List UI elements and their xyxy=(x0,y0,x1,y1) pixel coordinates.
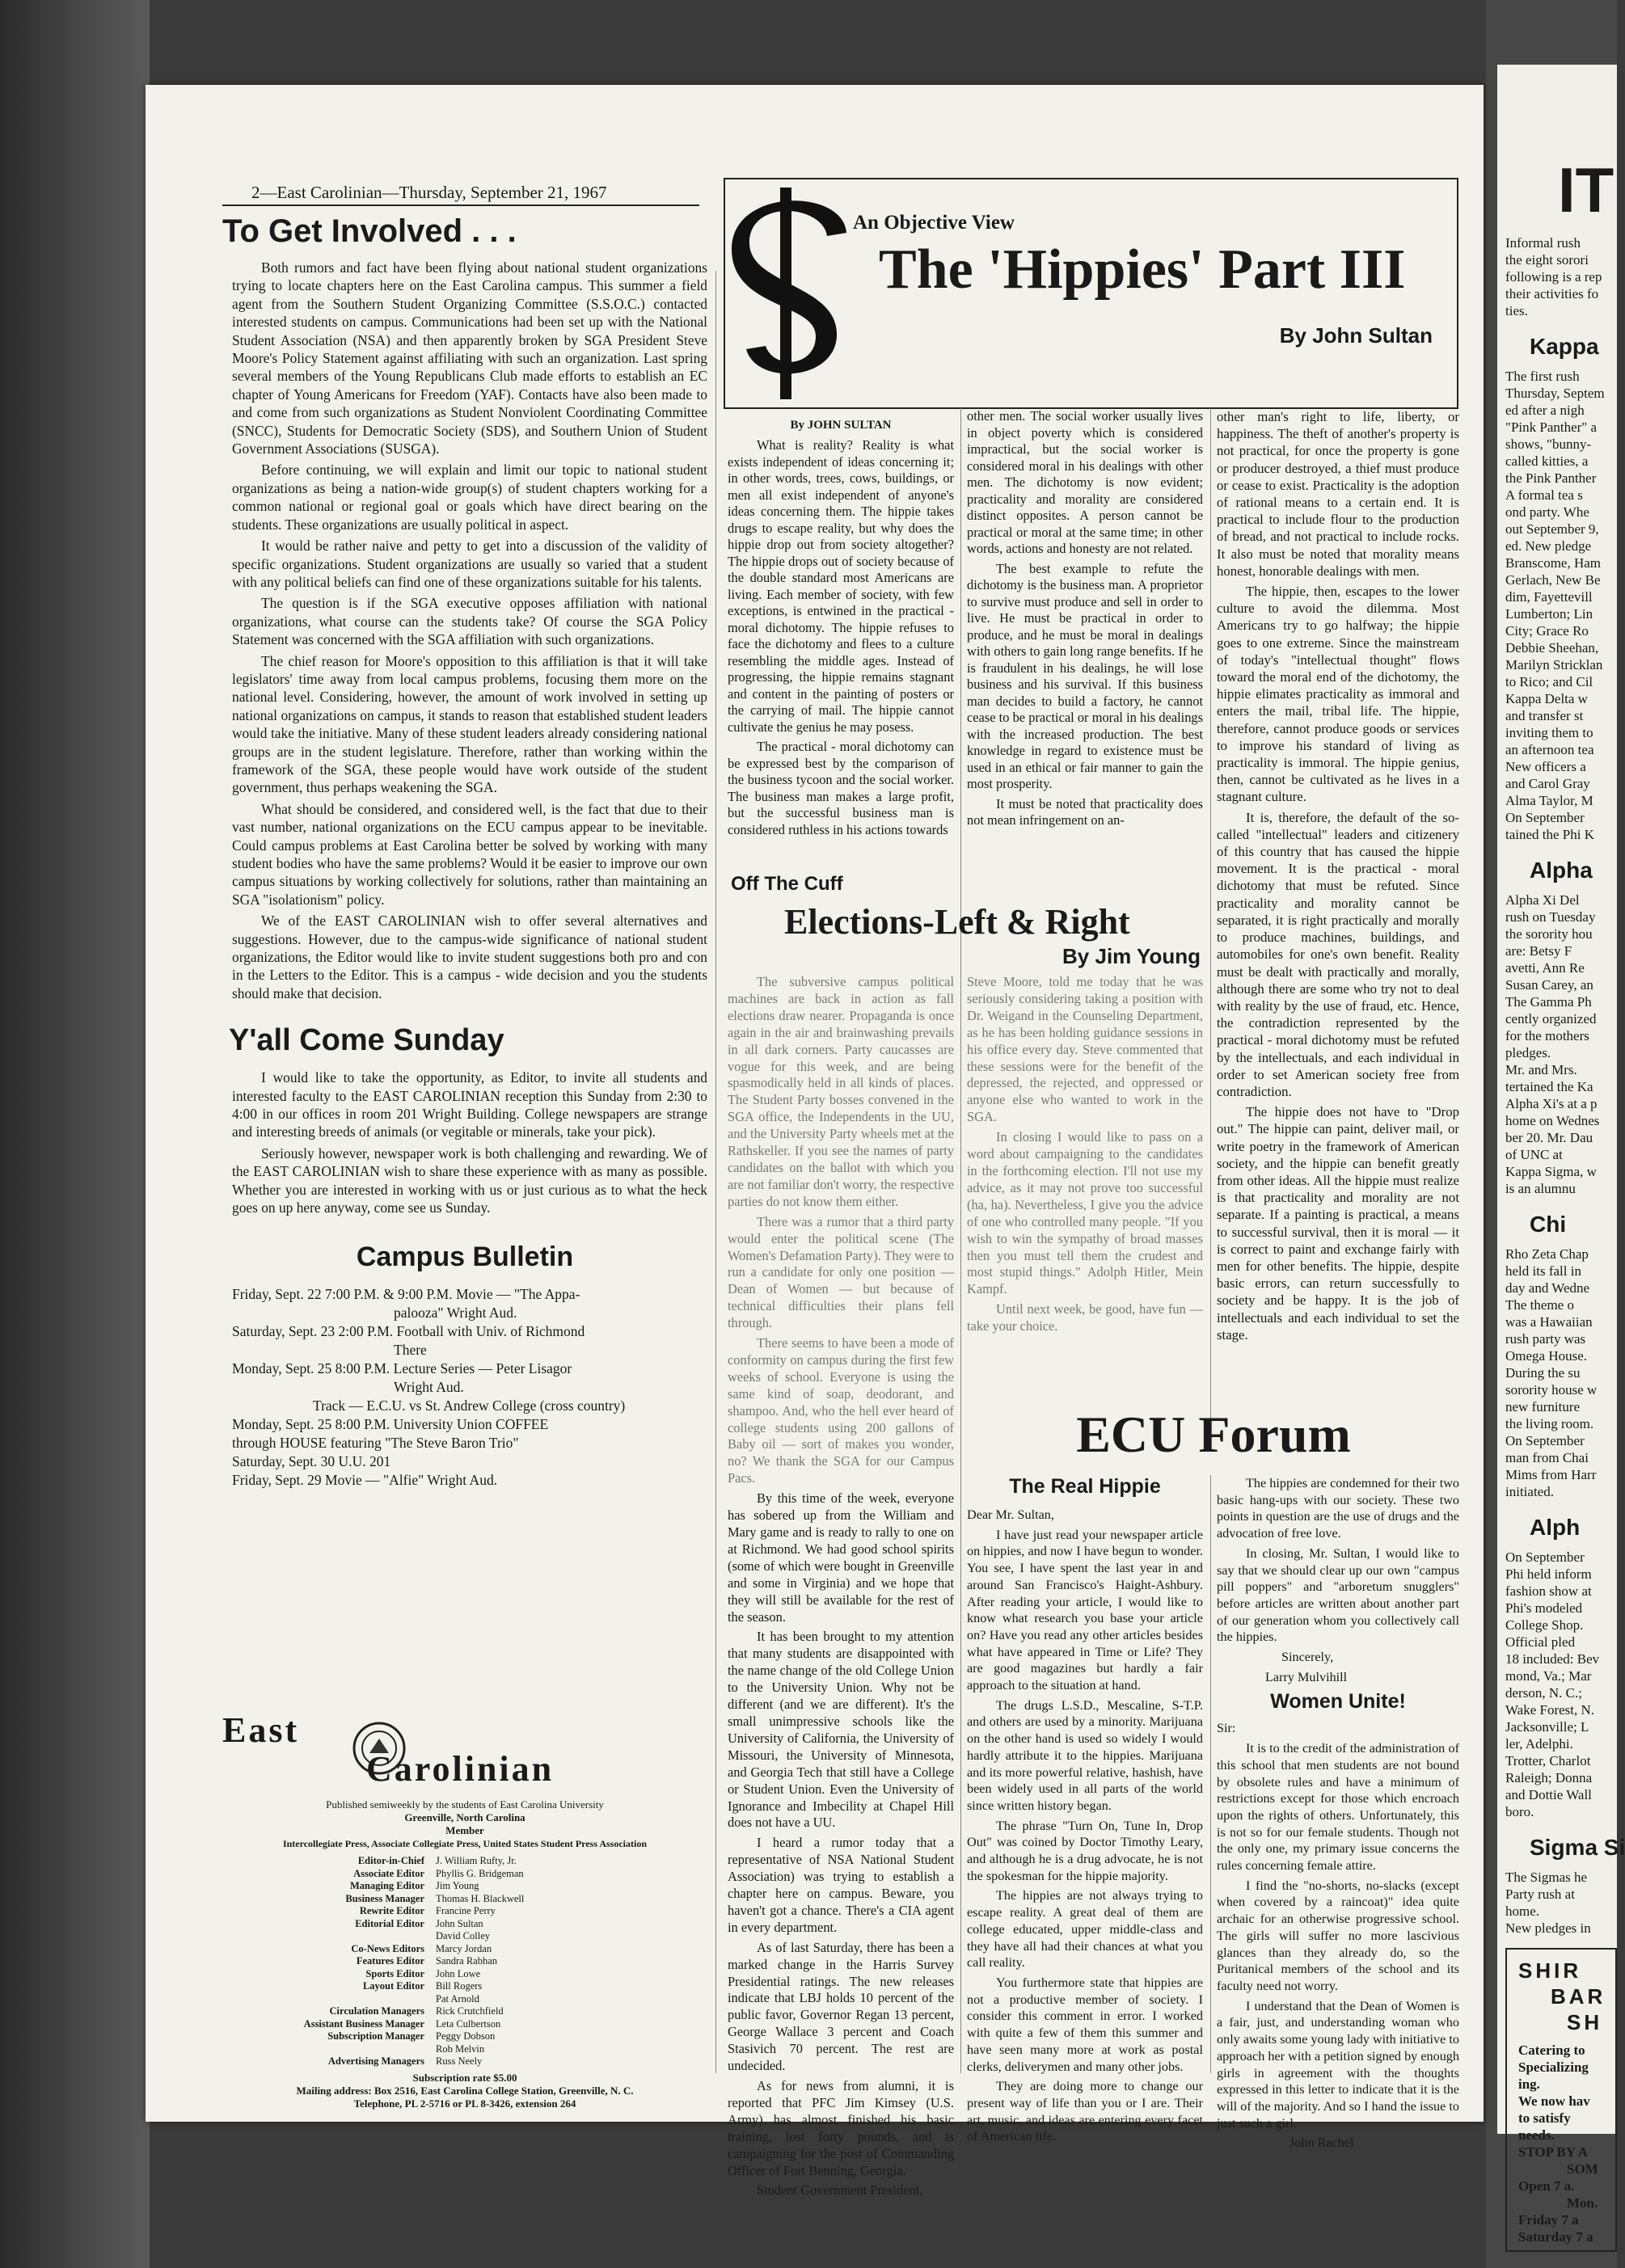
letter2-signature: John Rachel xyxy=(1289,2135,1354,2151)
staff-row: Associate Editor Phyllis G. Bridgeman xyxy=(353,1867,524,1879)
address-line: Mailing address: Box 2516, East Carolina College Station, Greenville, N. C. xyxy=(296,2084,634,2097)
staff-row: Co-News Editors Marcy Jordan xyxy=(351,1942,492,1954)
staff-row: Subscription Manager Peggy Dobson xyxy=(327,2030,496,2042)
elections-paragraph: Until next week, be good, have fun — take your choice. xyxy=(967,1301,1203,1334)
elections-column-2 xyxy=(967,974,1203,1346)
member-line: Intercollegiate Press, Associate Collegiate Press, United States Student Press Association xyxy=(282,1838,648,1849)
hippies-column-1 xyxy=(728,416,954,869)
editorial-paragraph: What should be considered, and considered well, is the fact that due to their vast number, national organizations on the ECU campus appear to be inevitable. Could campus problems at East Carolina better be solved by working with many student bodies who have the same problems? Would it be easier to improve our own campus situations by working collectively for solutions, rather than maintaining an SGA "isolationism" policy. xyxy=(232,800,707,908)
shirt-bar-ad: SHIR BAR SH Catering to Specializing ing. We now hav to satisfy needs. STOP BY A SOM Open 7 a. Mon. Friday 7 a Saturday 7 a xyxy=(1505,1948,1617,2252)
editorial-paragraph: It would be rather naive and petty to get into a discussion of the validity of specific organizations. Student organizations are usually so varied that a student with any political beliefs can find one of these organizations suitable for his talents. xyxy=(232,537,707,590)
elections-paragraph: As of last Saturday, there has been a marked change in the Harris Survey Presidential ratings. The new releases indicate that LBJ holds 10 percent of the public favor, Governor Regan 13 percent, George Wallace 3 percent and Coach Stasivich 70 percent. The rest are undecided. xyxy=(728,1939,954,2074)
next-page-edge xyxy=(1497,65,1625,2245)
bulletin-line: palooza" Wright Aud. xyxy=(394,1304,517,1321)
bulletin-line: Monday, Sept. 25 8:00 P.M. University Union COFFEE xyxy=(232,1415,549,1432)
staff-list xyxy=(222,1855,707,2068)
column-rule xyxy=(1210,408,1211,1419)
hippies-column-3 xyxy=(1217,408,1459,1419)
elections-kicker: Off The Cuff xyxy=(731,873,843,895)
letter2-salutation: Sir: xyxy=(1217,1721,1236,1736)
bulletin-list xyxy=(222,1285,707,1490)
hippies-paragraph: It must be noted that practicality does not mean infringement on an- xyxy=(967,795,1203,828)
elections-header xyxy=(728,873,1209,978)
column-rule xyxy=(960,408,961,2073)
elections-headline: Elections-Left & Right xyxy=(784,902,1130,942)
staff-row: Business Manager Thomas H. Blackwell xyxy=(345,1892,525,1904)
telephone-line: Telephone, PL 2-5716 or PL 8-3426, extension 264 xyxy=(353,2097,576,2110)
forum-header xyxy=(967,1402,1460,1475)
hippies-paragraph: The hippie, then, escapes to the lower culture to avoid the dilemma. Most Americans try to go halfway; the hippie goes to one extreme. Since the mainstream of today's "intellectual thought" flows toward the moral end of the dichotomy, the hippie elimates practicality as immoral and enters the mail, tribal life. The hippie, therefore, cannot produce goods or services to improve his standard of living as practicality is immoral. The hippie genius, then, cannot be cultivated as he lives in a stagnant culture. xyxy=(1217,584,1459,805)
letter2-paragraph: I find the "no-shorts, no-slacks (except when covered by a raincoat)" idea quite archaic for an otherwise progressive school. The girls will suffer no more lascivious glances than they already do, so the Puritanical members of the school and its faculty need not worry. xyxy=(1217,1878,1459,1993)
sunday-headline: Y'all Come Sunday xyxy=(229,1023,504,1058)
masthead-nameplate xyxy=(222,1709,707,1798)
folio: 2—East Carolinian—Thursday, September 21, 1967 xyxy=(251,183,607,202)
staff-row: Rewrite Editor Francine Perry xyxy=(359,1905,496,1916)
bulletin-line: Friday, Sept. 29 Movie — "Alfie" Wright Aud. xyxy=(232,1471,498,1488)
hippies-paragraph: The practical - moral dichotomy can be expressed best by the comparison of the business tycoon and the social worker. The business man makes a large profit, but the successful business man is considered ruthless in his actions towards xyxy=(728,739,954,837)
staff-row: Editorial Editor John Sultan xyxy=(355,1917,483,1929)
bulletin-line: Track — E.C.U. vs St. Andrew College (cross country) xyxy=(313,1397,626,1414)
member-label: Member xyxy=(445,1824,484,1836)
elections-paragraph: There seems to have been a mode of conformity on campus during the first few weeks of school. Everyone is using the same kind of soap, deodorant, and shampoo. And, who the hell ever heard of college students using 200 gallons of Baby oil — sort of makes you wonder, no? We thank the SGA for our Campus Pacs. xyxy=(728,1335,954,1486)
next-page-headline: IT xyxy=(1558,154,1614,226)
next-page-subhead: Alpha xyxy=(1530,858,1593,883)
letter1-salutation: Dear Mr. Sultan, xyxy=(967,1507,1054,1522)
letter1-paragraph: The hippies are not always trying to escape reality. A great deal of them are college educated, upper middle-class and they have all had their chances at what you call reality. xyxy=(967,1888,1203,1971)
masthead xyxy=(222,1709,707,2110)
hippies-kicker: An Objective View xyxy=(853,212,1015,234)
published-line: Published semiweekly by the students of East Carolina University xyxy=(326,1798,604,1811)
editorial-headline: To Get Involved . . . xyxy=(222,213,517,249)
elections-paragraph: The subversive campus political machines are back in action as fall elections draw nearer. Propaganda is once again in the air and brainwashing prevails in all dark corners. Party caucasses are vogue for this week, and are being spasmodically held in all kinds of places. The Student Party bosses convened in the SGA office, the Independents in the UU, and the University Party wheels met at the Rathskeller. If you see the names of party candidates on the ballot with which you are not familiar don't worry, the respective parties do not know them either. xyxy=(728,974,954,1209)
elections-paragraph: Steve Moore, told me today that he was seriously considering taking a position with Dr. Weigand in the Counseling Department, as he has been holding guidance sessions in his office every day. Steve commented that these sessions were for the benefit of the depressed, the rejected, and oppressed or anyone else who wanted to work in the SGA. xyxy=(967,974,1203,1125)
next-page-subhead: Alph xyxy=(1530,1515,1581,1540)
folio-rule xyxy=(222,204,699,206)
letter1-closing: Sincerely, xyxy=(1281,1650,1334,1665)
staff-row: Assistant Business Manager Leta Culbertson xyxy=(303,2017,501,2030)
staff-row: Layout Editor Bill Rogers xyxy=(362,1980,483,1992)
forum-column-1 xyxy=(967,1475,1203,2144)
forum-column-2 xyxy=(1217,1475,1459,2151)
letter1-headline: The Real Hippie xyxy=(1009,1475,1161,1498)
column-rule xyxy=(1210,1475,1211,2073)
hippies-paragraph: It is, therefore, the default of the so-called "intellectual" leaders and citizenery of this country that has caused the hippie movement. It is the practical - moral dichotomy that must be refuted. Since practicality and morality cannot be separated, it is right practically and morally to produce machines, buildings, and automobiles for one's own benefit. Reality must be dealt with practically and morally, although there are some who try not to deal with reality by the use of fraud, etc. Hence, the contradiction represented by the practical - moral dichotomy must be refuted by the intellectuals, and each individual in order to set American society free from contradiction. xyxy=(1217,809,1459,1099)
elections-paragraph: As for news from alumni, it is reported that PFC Jim Kimsey (U.S. Army) has almost finished his basic training, lost forty pounds, and is campaigning for the post of Commanding Officer of Fort Benning, Georgia. xyxy=(728,2078,954,2178)
hippies-inline-byline: By JOHN SULTAN xyxy=(790,419,892,432)
bulletin-line: Friday, Sept. 22 7:00 P.M. & 9:00 P.M. Movie — "The Appa- xyxy=(232,1285,580,1302)
hippies-headline: The 'Hippies' Part III xyxy=(879,238,1406,301)
letter2-paragraph: I understand that the Dean of Women is a fair, just, and understanding woman who only awaits some young lady with initiative to approach her with a petition signed by enough girls in agreement with the thoughts expressed in this letter to indicate that it is the will of the majority. And so I hand the issue to just such a girl. xyxy=(1217,1998,1459,2131)
letter1-paragraph: They are doing more to change our present way of life than you or I are. Their art, music, and ideas are entering every facet of American life. xyxy=(967,2079,1203,2144)
column-rule xyxy=(715,271,716,2073)
staff-row: Circulation Managers Rick Crutchfield xyxy=(329,2005,504,2017)
subscription-line: Subscription rate $5.00 xyxy=(412,2071,517,2084)
hippies-paragraph: other man's right to life, liberty, or happiness. The theft of another's property is not practical, for once the property is gone or producer destroyed, a thief must produce or cease to exist. Practicality is the adoption of rational means to a certain end. It is practical to include flour to the production of bread, and not practical to include rocks. It also must be noted that morality means honest, honorable dealings with men. xyxy=(1217,409,1459,579)
elections-column-1 xyxy=(728,974,954,2198)
hippies-paragraph: What is reality? Reality is what exists independent of ideas concerning it; in other words, trees, cows, buildings, or men all exist independent of anyone's ideas concerning them. The hippie takes drugs to escape reality, but why does the hippie drop out from society altogether? The hippie drops out of society because of the double standard most Americans are living. Each member of society, with few exceptions, is entwined in the practical - moral dichotomy. The hippie refuses to face the dichotomy and flees to a culture resembling the middle ages. Instead of progressing, the hippie remains stagnant and content in the painting of posters or the carrying of mail. The hippie cannot cultivate the genius he may posess. xyxy=(728,437,954,735)
letter1-paragraph: You furthermore state that hippies are not a productive member of society. I consider this comment in error. I worked with quite a few of them this summer and have seen many more at work as postal clerks, deliverymen and many other jobs. xyxy=(967,1975,1203,2074)
bulletin-line: There xyxy=(394,1341,427,1358)
letter1-signature: Larry Mulvihill xyxy=(1265,1669,1348,1684)
elections-paragraph: It has been brought to my attention that many students are disappointed with the name change of the old College Union to the University Union. Why not be different (and we are different). It's the small unimpressive schools like the University of California, the University of Missouri, the University of Minnesota, and Georgia Tech that still have a College or Student Union. Even the University of Ignorance and Imbecility at Chapel Hill does not have a UU. xyxy=(728,1629,954,1831)
place-line: Greenville, North Carolina xyxy=(404,1811,525,1823)
bulletin-headline: Campus Bulletin xyxy=(356,1241,574,1272)
letter1-paragraph: In closing, Mr. Sultan, I would like to say that we should clear up our own "campus pill poppers" and "arboretum snugglers" before articles are written about another part of our generation whom you collectively call the hippies. xyxy=(1217,1545,1459,1645)
staff-row: Pat Arnold xyxy=(436,1992,479,2005)
next-page-body: Informal rush the eight sorori following is a rep their activities fo ties. Kappa The first rush Thursday, Septem ed after a nigh "Pink Panther" a shows, "bunny- called kitties, a the Pink Panther A formal tea s ond party. Whe out September 9, ed. New pledge Branscome, Ham Gerlach, New Be dim, Fayettevill Lumberton; Lin City; Grace Ro Debbie Sheehan, Marilyn Stricklan to Rico; and Cil Kappa Delta w and transfer st inviting them to an afternoon tea New officers a and Carol Gray Alma Taylor, M On September tained the Phi K Alpha Alpha Xi Del rush on Tuesday the sorority hou are: Betsy F avetti, Ann Re Susan Carey, an The Gamma Ph cently organized for the mothers pledges. Mr. and Mrs. tertained the Ka Alpha Xi's at a p home on Wednes ber 20. Mr. Dau of UNC at Kappa Sigma, w is an alumnu Chi Rho Zeta Chap held its fall in day and Wedne The theme o was a Hawaiian rush party was Omega House. During the su sorority house w new furniture the living room. On September man from Chai Mims from Harr initiated. Alph On September Phi held inform fashion show at Phi's modeled College Shop. Official pled 18 included: Bev mond, Va.; Mar derson, N. C.; Wake Forest, N. Jacksonville; L ler, Adelphi. Trotter, Charlot Raleigh; Donna and Dottie Wall boro. Sigma Si The Sigmas he Party rush at home. New pledges in SHIR BAR SH Catering to Specializing ing. We now hav to satisfy needs. STOP BY A SOM Open 7 a. Mon. Friday 7 a Saturday 7 a xyxy=(1497,234,1617,2252)
hippies-byline: By John Sultan xyxy=(1279,323,1433,348)
bulletin-line: through HOUSE featuring "The Steve Baron Trio" xyxy=(232,1434,519,1451)
editorial-body xyxy=(222,259,707,1002)
staff-row: Editor-in-Chief J. William Rufty, Jr. xyxy=(357,1855,517,1866)
staff-row: Sports Editor John Lowe xyxy=(365,1967,481,1979)
hippies-paragraph: other men. The social worker usually lives in object poverty which is considered impractical, but the social worker is considered moral in his dealings with other men. The dichotomy is now evident; practicality and morality are considered distinct opposites. A person cannot be practical or moral at the same time; in other words, actions and honesty are not related. xyxy=(967,408,1203,556)
dollar-sign-icon xyxy=(732,188,853,399)
hippies-header-box xyxy=(724,178,1458,409)
bulletin-line: Wright Aud. xyxy=(394,1378,464,1395)
hippies-paragraph: The best example to refute the dichotomy is the business man. A proprietor to survive must produce and sell in order to live. He must be practical in order to produce, and he must be moral in dealings with others to gain long range benefits. If he is fraudulent in his dealings, he will lose business and his survival. If this business man decides to build a factory, he cannot cease to be practical or moral in his dealings with the increased production. The best knowledge in regard to existence must be used in an ethical or fair manner to gain the most prosperity. xyxy=(967,560,1203,791)
next-page-subhead: Sigma Si xyxy=(1530,1835,1625,1860)
staff-row: Features Editor Sandra Rabhan xyxy=(356,1955,498,1967)
left-column xyxy=(222,210,707,1705)
editorial-paragraph: Before continuing, we will explain and limit our topic to national student organizations as being a nation-wide group(s) of student chapters working for a common national or regional goal or goals which have direct bearing on the students. These organizations are usually political in aspect. xyxy=(232,462,707,533)
scan-background-left xyxy=(0,0,150,2268)
forum-headline: ECU Forum xyxy=(1076,1406,1351,1463)
nameplate-carolinian: Carolinian xyxy=(366,1749,555,1789)
letter1-paragraph: The phrase "Turn On, Tune In, Drop Out" was coined by Doctor Timothy Leary, and although he is a drug advocate, he is not the spokesman for the hippie majority. xyxy=(967,1818,1203,1883)
staff-row: Rob Melvin xyxy=(436,2042,485,2055)
editorial-paragraph: The chief reason for Moore's opposition to this affiliation is that it will take legislators' time away from local campus problems, focusing them more on the national level. Considering, however, the amount of work involved in setting up national organizations on campus, it stands to reason that established student leaders would take the initiative. Many of these student leaders already considering national groups are in the student legislature. Therefore, rather than working within the framework of the SGA, these people would have work outside of the student government, thus perhaps weakening the SGA. xyxy=(232,652,707,796)
elections-paragraph: There was a rumor that a third party would enter the political scene (The Women's Defamation Party). They were to run a candidate for only one position — Dean of Women — but because of technical difficulties their plans fell through. xyxy=(728,1213,954,1331)
bulletin-line: Saturday, Sept. 23 2:00 P.M. Football with Univ. of Richmond xyxy=(232,1322,585,1339)
editorial-paragraph: Both rumors and fact have been flying about national student organizations trying to locate chapters here on the East Carolina campus. This summer a field agent from the Southern Student Organizing Committee (S.S.O.C.) contacted interested students on campus. Communications had been set up with the National Student Association (NSA) and then apparently broken by SGA President Steve Moore's Policy Statement against affiliating with such an organization. Last spring several members of the Young Republicans Club made efforts to establish an EC chapter of Young Americans for Freedom (YAF). Contacts have also been made to and come from such organizations as Student Nonviolent Coordinating Committee (SNCC), Students for Democratic Society (SDS), and Southern Union of Student Government Associations (SUSGA). xyxy=(232,259,707,457)
elections-byline: By Jim Young xyxy=(1062,944,1201,968)
editorial-paragraph: The question is if the SGA executive opposes affiliation with national organizations, what course can the students take? Of course the SGA Policy Statement was concerned with the SGA affiliation with such organizations. xyxy=(232,595,707,648)
bulletin-line: Saturday, Sept. 30 U.U. 201 xyxy=(232,1452,391,1469)
newspaper-page xyxy=(146,85,1484,2198)
elections-paragraph: I heard a rumor today that a representative of NSA National Student Association) was trying to establish a chapter here on campus. Beware, you haven't got a chance. There's a CIA agent in every department. xyxy=(728,1835,954,1935)
bulletin-line: Monday, Sept. 25 8:00 P.M. Lecture Series — Peter Lisagor xyxy=(232,1360,572,1376)
sunday-paragraph: Seriously however, newspaper work is both challenging and rewarding. We of the EAST CAROLINIAN wish to share these experience with as many as possible. Whether you are interested in working with us or just curious as to what the heck goes on up here anyway, come see us Sunday. xyxy=(232,1145,707,1216)
letter1-paragraph: The drugs L.S.D., Mescaline, S-T.P. and others are used by a minority. Marijuana on the other hand is used so widely I would hardly attribute it to the hippies. Marijuana and its more powerful relative, hashish, have been widely used in all parts of the world since written history began. xyxy=(967,1697,1203,1813)
next-page-subhead: Chi xyxy=(1530,1212,1567,1237)
letter2-headline: Women Unite! xyxy=(1270,1690,1406,1714)
nameplate-east: East xyxy=(222,1710,300,1750)
elections-paragraph: Student Government President, xyxy=(757,2182,923,2198)
elections-paragraph: In closing I would like to pass on a word about campaigning to the candidates in the forthcoming election. I'll not use my advice, as it may not prove too successful (ha, ha). Nevertheless, I give you the advice of one who controlled many people. "If you wish to win the sympathy of broad masses then you must tell them the crudest and most stupid things." Adolph Hitler, Mein Kampf. xyxy=(967,1129,1203,1297)
letter1-paragraph: I have just read your newspaper article on hippies, and now I have begun to wonder. You see, I have spent the last year in and around San Francisco's Haight-Ashbury. After reading your article, I would like to know what research you base your article on? Have you read any other articles besides what have appeared in Time or Life? They are good magazines but hardly a fair approach to the situation at hand. xyxy=(967,1527,1203,1693)
staff-row: Advertising Managers Russ Neely xyxy=(327,2055,483,2067)
sunday-body xyxy=(222,1069,707,1216)
staff-row: Managing Editor Jim Young xyxy=(349,1880,479,1891)
letter2-paragraph: It is to the credit of the administration of this school that men students are not bound by obsolete rules and have a minimum of restrictions except for those which encroach upon the rights of others. Unfortunately, this is not so for our female students. Though not the only one, my primary issue concerns the rules concerning female attire. xyxy=(1217,1741,1459,1874)
next-page-subhead: Kappa xyxy=(1530,334,1599,359)
staff-row: David Colley xyxy=(436,1930,491,1941)
editorial-paragraph: We of the EAST CAROLINIAN wish to offer several alternatives and suggestions. However, due to the campus-wide significance of national student organizations, the Editor would like to invite student suggestions both pro and con in the Letters to the Editor. This is a campus - wide decision and you the students should make that decision. xyxy=(232,913,707,1001)
hippies-column-2 xyxy=(967,408,1203,869)
elections-paragraph: By this time of the week, everyone has sobered up from the William and Mary game and is ready to rally to one on at Richmond. We had good school spirits (some of which were bought in Greenville and some in Virginia) and we hope that they will still be available for the rest of the season. xyxy=(728,1490,954,1625)
hippies-paragraph: The hippie does not have to "Drop out." The hippie can paint, deliver mail, or write poetry in the framework of American society, and the hippie can benefit greatly from other ideas. All the hippie must realize is that practicality and morality are not separate. If a painting is practical, a means to successful survival, then it is moral — it is correct to paint and exchange fairly with men for other benefits. The hippie, despite basic errors, can return successfully to society and be happy. It is the job of intellectuals and each individual to set the stage. xyxy=(1217,1104,1459,1343)
sunday-paragraph: I would like to take the opportunity, as Editor, to invite all students and interested faculty to the EAST CAROLINIAN reception this Sunday from 2:30 to 4:00 in our offices in room 201 Wright Building. College newspapers are strange and interesting breeds of animals (or vegitable or minerals, take your pick). xyxy=(232,1069,707,1140)
letter1-paragraph: The hippies are condemned for their two basic hang-ups with our society. These two points in question are the use of drugs and the advocation of free love. xyxy=(1217,1476,1459,1541)
